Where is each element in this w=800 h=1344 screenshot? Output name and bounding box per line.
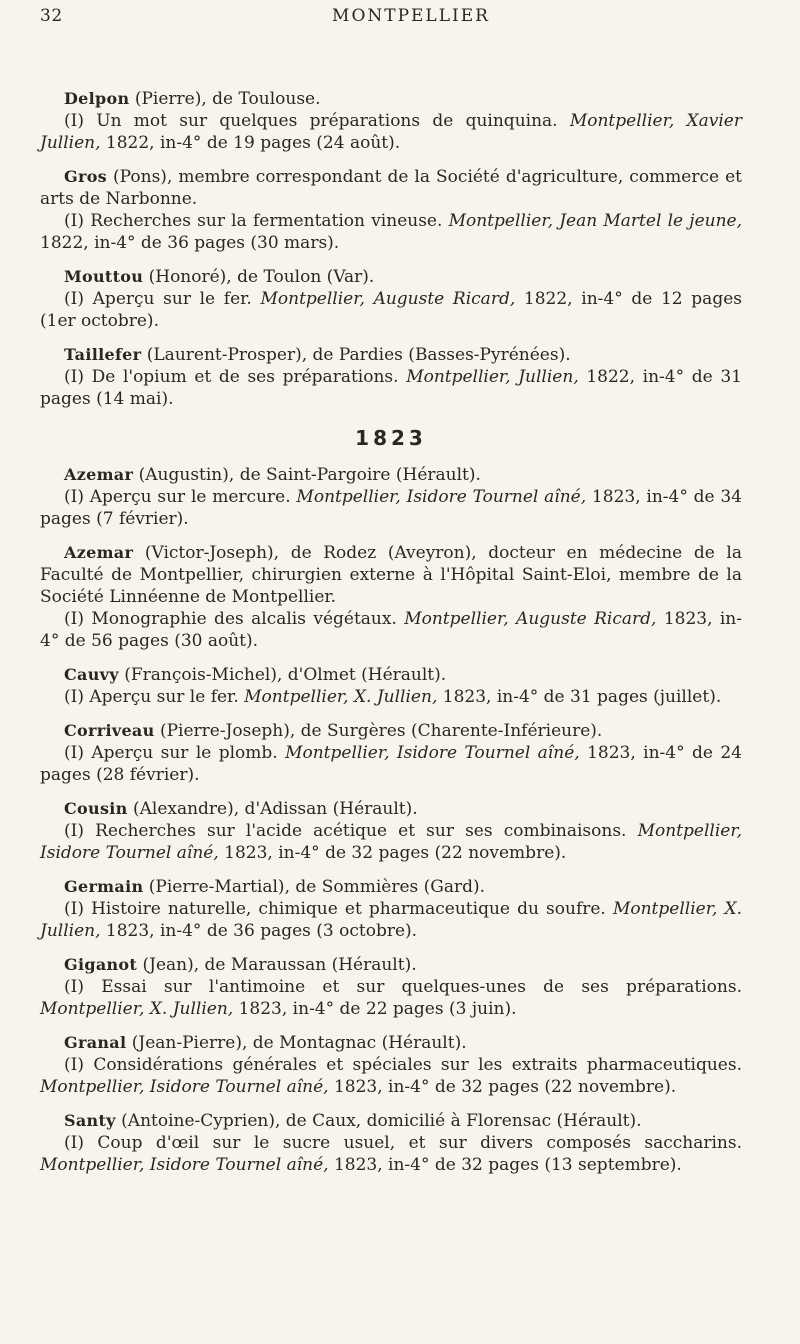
publication-details: 1822, in-4° de 12 pages (1er octobre).	[40, 289, 742, 331]
author-line	[40, 876, 742, 898]
running-head: MONTPELLIER	[332, 6, 490, 26]
publication-details: 1823, in-4° de 24 pages (28 février).	[40, 743, 742, 785]
author-surname: Gros	[64, 167, 107, 186]
author-details: (Pons), membre correspondant de la Société d'agriculture, commerce et arts de Narbonne.	[40, 167, 742, 209]
work-title: (I) Considérations générales et spéciales sur les extraits pharmaceutiques.	[64, 1055, 742, 1075]
author-line	[40, 166, 742, 210]
author-details: (François-Michel), d'Olmet (Hérault).	[124, 665, 447, 685]
work-title: (I) Coup d'œil sur le sucre usuel, et sur divers composés saccharins.	[64, 1133, 742, 1153]
publisher: Montpellier, Auguste Ricard,	[260, 289, 516, 309]
author-surname: Mouttou	[64, 267, 144, 286]
author-entry	[40, 464, 742, 530]
publication-details: 1823, in-4° de 34 pages (7 février).	[40, 487, 742, 529]
author-entry	[40, 664, 742, 708]
work-title: (I) Essai sur l'antimoine et sur quelques-unes de ses préparations.	[64, 977, 742, 997]
publisher: Montpellier, Isidore Tournel aîné,	[40, 821, 742, 863]
publisher: Montpellier, X. Jullien,	[40, 899, 743, 941]
publisher: Montpellier, X. Jullien,	[40, 999, 234, 1019]
publication-details: 1823, in-4° de 56 pages (30 août).	[40, 609, 743, 651]
author-line	[40, 798, 742, 820]
work-citation	[40, 110, 742, 154]
publisher: Montpellier, Isidore Tournel aîné,	[296, 487, 587, 507]
author-details: (Antoine-Cyprien), de Caux, domicilié à Florensac (Hérault).	[121, 1111, 642, 1131]
publication-details: 1823, in-4° de 32 pages (22 novembre).	[218, 843, 567, 863]
publisher: Montpellier, Auguste Ricard,	[404, 609, 657, 629]
work-title: (I) Aperçu sur le plomb.	[64, 743, 286, 763]
author-line	[40, 1032, 742, 1054]
author-details: (Jean-Pierre), de Montagnac (Hérault).	[131, 1033, 467, 1053]
author-details: (Honoré), de Toulon (Var).	[148, 267, 375, 287]
publisher: Montpellier, Jean Martel le jeune,	[448, 211, 742, 231]
publication-details: 1823, in-4° de 31 pages (juillet).	[437, 687, 722, 707]
work-citation	[40, 1132, 742, 1176]
author-line	[40, 1110, 742, 1132]
publisher: Montpellier, Isidore Tournel aîné,	[285, 743, 580, 763]
publisher: Montpellier, X. Jullien,	[244, 687, 438, 707]
author-entry	[40, 344, 742, 410]
work-citation	[40, 1054, 742, 1098]
work-citation	[40, 898, 742, 942]
author-details: (Alexandre), d'Adissan (Hérault).	[132, 799, 418, 819]
work-citation	[40, 976, 742, 1020]
work-title: (I) Recherches sur la fermentation vineuse.	[64, 211, 449, 231]
author-line	[40, 664, 742, 686]
author-surname: Corriveau	[64, 721, 155, 740]
work-title: (I) Un mot sur quelques préparations de quinquina.	[64, 111, 570, 131]
author-entry	[40, 266, 742, 332]
work-title: (I) Aperçu sur le fer.	[64, 289, 261, 309]
author-line	[40, 344, 742, 366]
author-surname: Giganot	[64, 955, 138, 974]
publisher: Montpellier, Xavier Jullien,	[40, 111, 742, 153]
work-citation	[40, 210, 742, 254]
work-title: (I) Recherches sur l'acide acétique et sur ses combinaisons.	[64, 821, 638, 841]
publication-details: 1823, in-4° de 32 pages (13 septembre).	[328, 1155, 682, 1175]
author-entry	[40, 542, 742, 652]
work-citation	[40, 366, 742, 410]
author-details: (Pierre-Martial), de Sommières (Gard).	[148, 877, 486, 897]
author-details: (Augustin), de Saint-Pargoire (Hérault).	[138, 465, 481, 485]
author-surname: Santy	[64, 1111, 116, 1130]
year-heading: 1823	[355, 426, 427, 450]
document-page	[0, 6, 800, 1344]
publication-details: 1823, in-4° de 32 pages (22 novembre).	[328, 1077, 677, 1097]
author-line	[40, 542, 742, 608]
author-entry	[40, 1032, 742, 1098]
work-citation	[40, 742, 742, 786]
publication-details: 1822, in-4° de 36 pages (30 mars).	[40, 233, 340, 253]
author-details: (Pierre), de Toulouse.	[134, 89, 321, 109]
author-entry	[40, 720, 742, 786]
publication-details: 1822, in-4° de 31 pages (14 mai).	[40, 367, 742, 409]
work-citation	[40, 608, 742, 652]
author-surname: Delpon	[64, 89, 130, 108]
work-citation	[40, 686, 742, 708]
author-line	[40, 88, 742, 110]
author-entry	[40, 798, 742, 864]
author-surname: Cousin	[64, 799, 128, 818]
author-line	[40, 720, 742, 742]
work-title: (I) Monographie des alcalis végétaux.	[64, 609, 405, 629]
author-entry	[40, 88, 742, 154]
author-entry	[40, 876, 742, 942]
publication-details: 1823, in-4° de 36 pages (3 octobre).	[100, 921, 418, 941]
work-citation	[40, 288, 742, 332]
work-title: (I) Histoire naturelle, chimique et pharmaceutique du soufre.	[64, 899, 613, 919]
publisher: Montpellier, Isidore Tournel aîné,	[40, 1077, 329, 1097]
author-details: (Jean), de Maraussan (Hérault).	[142, 955, 417, 975]
thesis-list	[40, 88, 742, 1176]
author-line	[40, 464, 742, 486]
work-citation	[40, 820, 742, 864]
author-surname: Cauvy	[64, 665, 119, 684]
author-entry	[40, 954, 742, 1020]
publication-details: 1822, in-4° de 19 pages (24 août).	[100, 133, 401, 153]
work-citation	[40, 486, 742, 530]
author-details: (Laurent-Prosper), de Pardies (Basses-Pyrénées).	[146, 345, 571, 365]
author-surname: Granal	[64, 1033, 127, 1052]
author-surname: Germain	[64, 877, 144, 896]
author-entry	[40, 166, 742, 254]
page-header	[40, 6, 742, 40]
author-line	[40, 954, 742, 976]
work-title: (I) Aperçu sur le fer.	[64, 687, 245, 707]
work-title: (I) Aperçu sur le mercure.	[64, 487, 297, 507]
publisher: Montpellier, Isidore Tournel aîné,	[40, 1155, 329, 1175]
author-line	[40, 266, 742, 288]
author-surname: Azemar	[64, 465, 134, 484]
publisher: Montpellier, Jullien,	[406, 367, 579, 387]
author-details: (Victor-Joseph), de Rodez (Aveyron), docteur en médecine de la Faculté de Montpellier, chirurgien externe à l'Hôpital Saint-Eloi, membre de la Société Linnéenne de Montpellier.	[40, 543, 743, 607]
author-entry	[40, 1110, 742, 1176]
publication-details: 1823, in-4° de 22 pages (3 juin).	[233, 999, 517, 1019]
author-surname: Azemar	[64, 543, 134, 562]
author-surname: Taillefer	[64, 345, 142, 364]
work-title: (I) De l'opium et de ses préparations.	[64, 367, 407, 387]
author-details: (Pierre-Joseph), de Surgères (Charente-Inférieure).	[159, 721, 603, 741]
page-number: 32	[40, 6, 63, 26]
